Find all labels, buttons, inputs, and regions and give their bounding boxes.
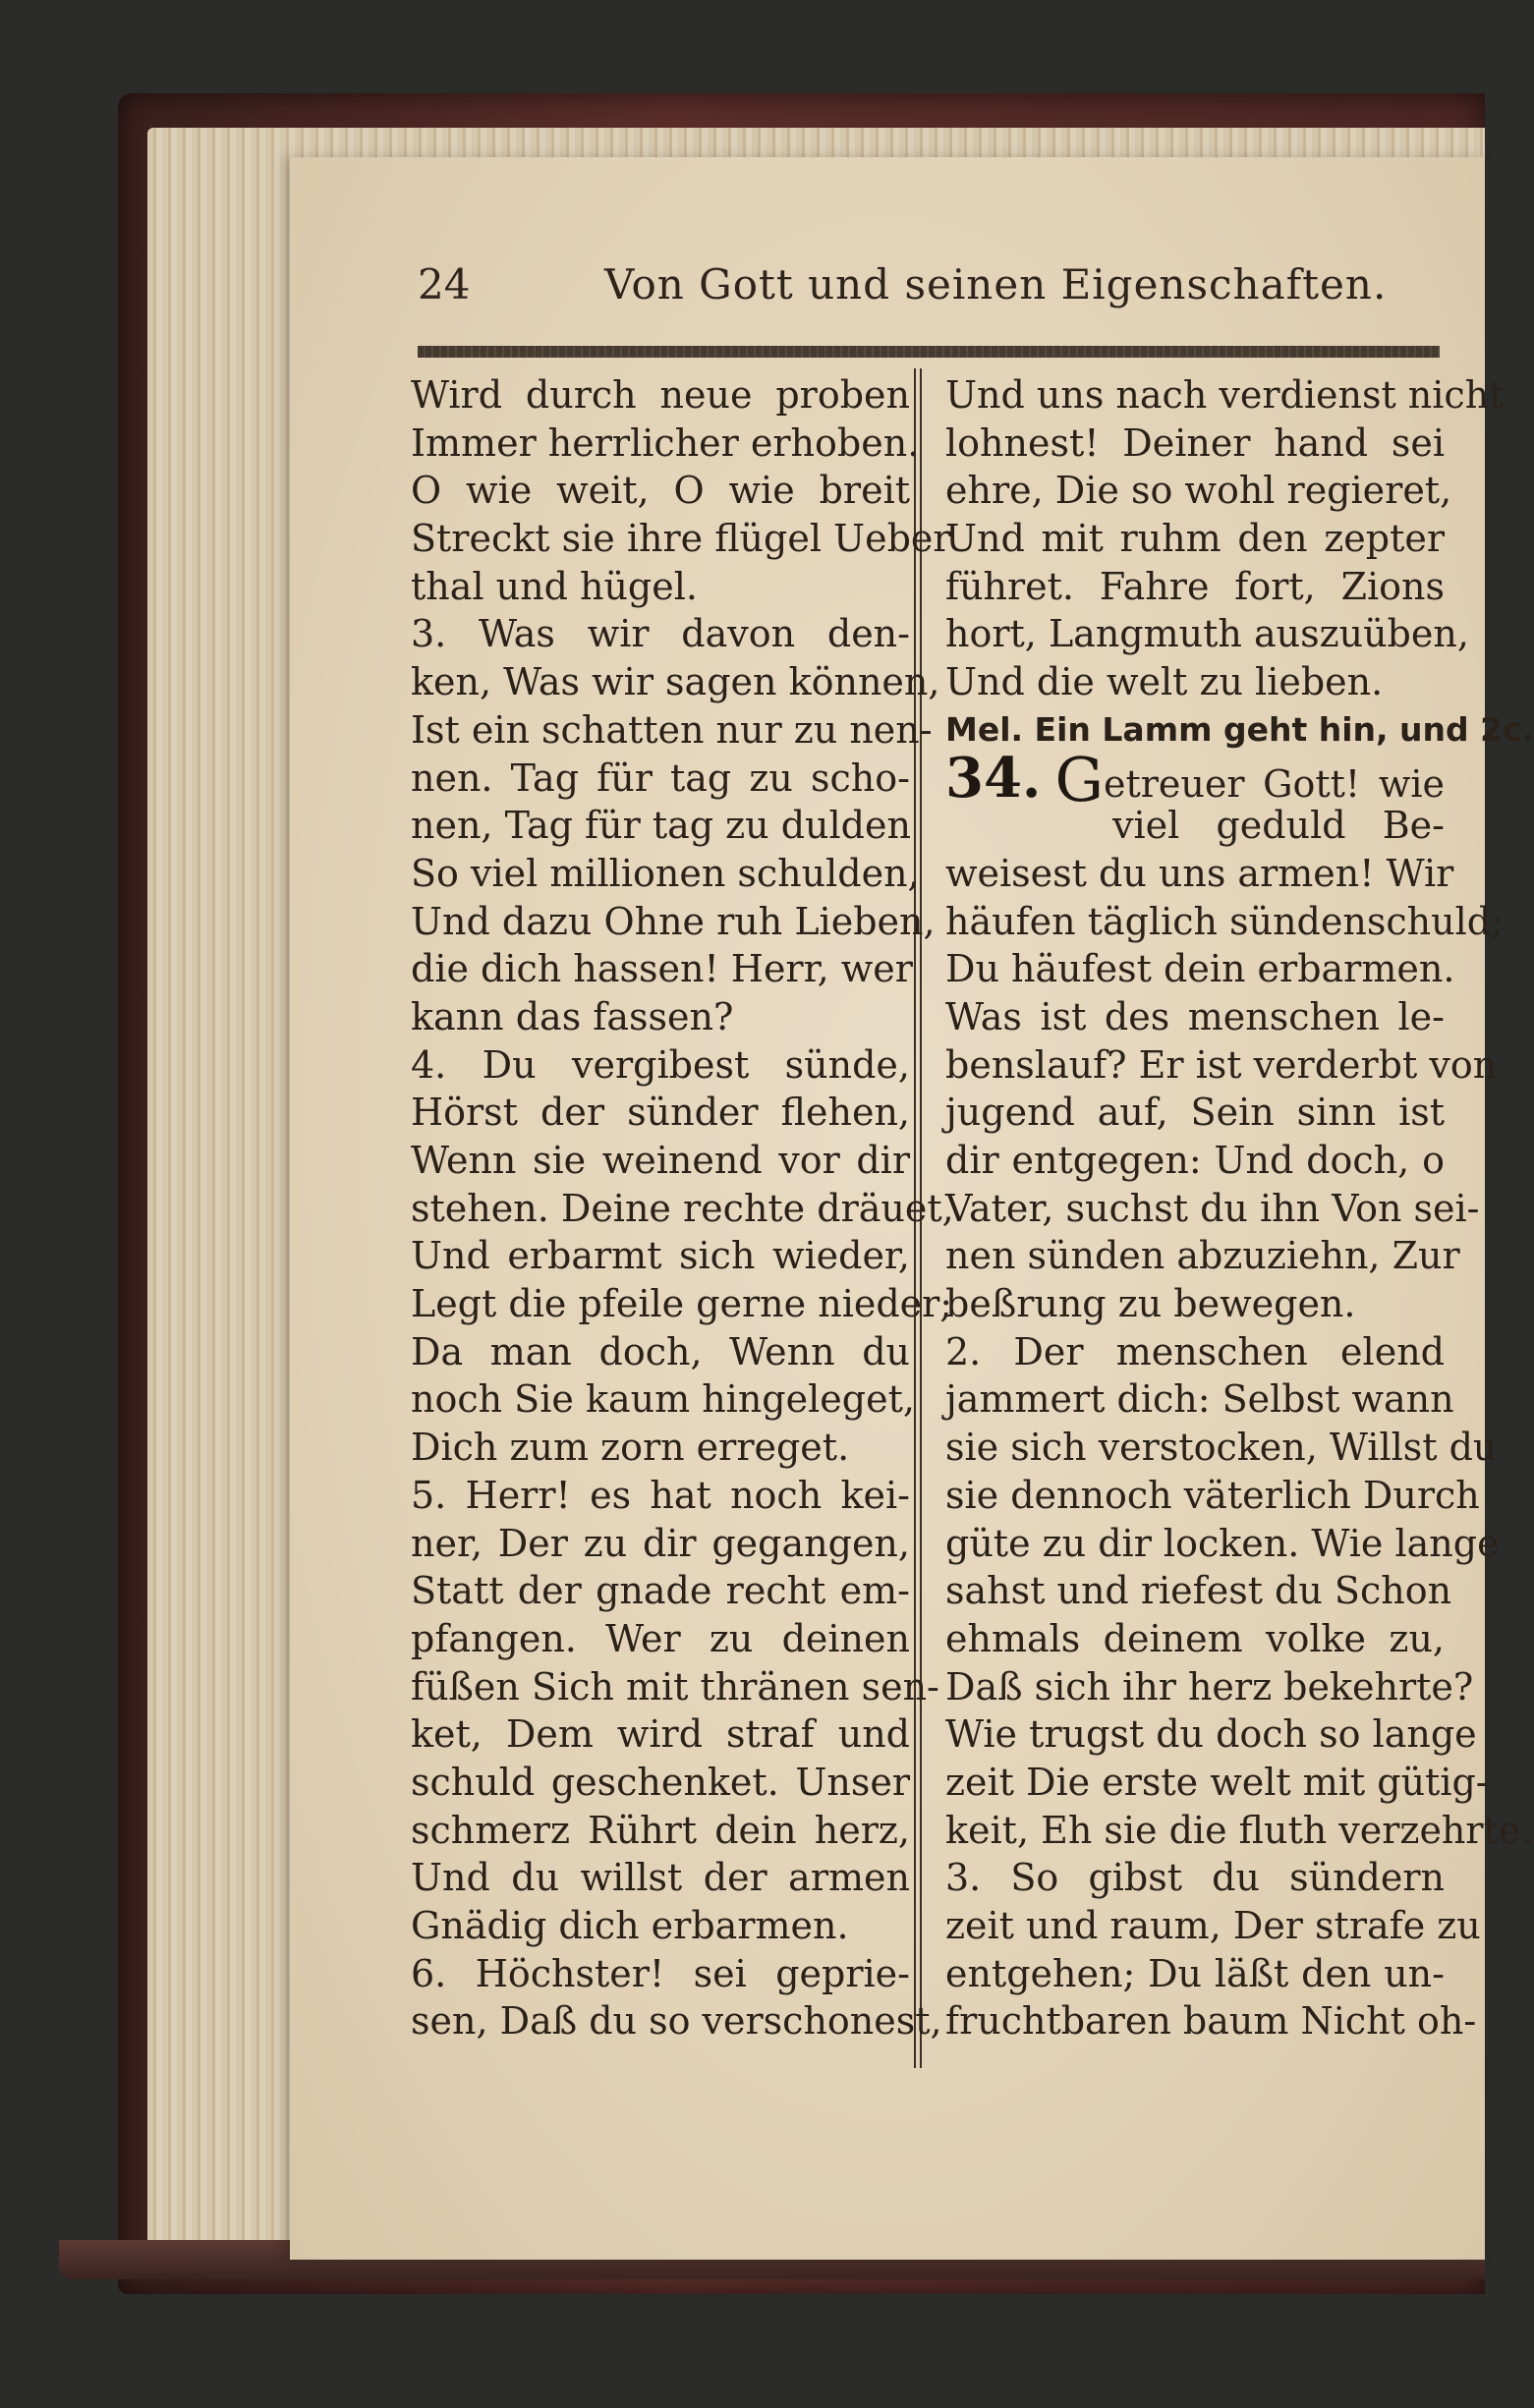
text-line: entgehen; Du läßt den un- [945,1951,1445,1995]
text-line: Immer herrlicher erhoben. [411,420,920,465]
text-line: Und du willst der armen [411,1856,910,1900]
text-line: Und uns nach verdienst nicht [945,373,1505,417]
text-line: ner, Der zu dir gegangen, [411,1521,910,1565]
text-line: Ist ein schatten nur zu nen- [411,707,933,752]
text-line: die dich hassen! Herr, wer [411,947,913,991]
text-line: 3. Was wir davon den- [411,612,910,656]
text-line: 3. So gibst du sündern [945,1856,1445,1900]
text-line: fruchtbaren baum Nicht oh- [945,1999,1477,2044]
text-line: ket, Dem wird straf und [411,1712,910,1757]
text-line: Legt die pfeile gerne nieder; [411,1282,953,1326]
text-line: O wie weit, O wie breit [411,469,910,513]
hymn-number: 34. [945,745,1042,811]
text-line: füßen Sich mit thränen sen- [411,1664,939,1708]
text-line: kann das fassen? [411,994,734,1038]
text-line: ehmals deinem volke zu, [945,1616,1445,1660]
text-line: Und mit ruhm den zepter [945,517,1445,561]
melody-line: Mel. Ein Lamm geht hin, und 2c. [945,709,1534,749]
text-line: Streckt sie ihre flügel Ueber [411,517,951,561]
text-line: stehen. Deine rechte dräuet, [411,1186,954,1230]
text-line: Statt der gnade recht em- [411,1569,910,1613]
text-line: zeit und raum, Der strafe zu [945,1904,1481,1947]
text-line: nen sünden abzuziehn, Zur [945,1234,1460,1278]
running-title: Von Gott und seinen Eigenschaften. [604,260,1388,308]
text-line: Und dazu Ohne ruh Lieben, [411,899,936,943]
text-line: Gnädig dich erbarmen. [411,1904,849,1947]
text-line: zeit Die erste welt mit gütig- [945,1760,1489,1804]
text-line: beßrung zu bewegen. [945,1282,1356,1326]
text-line: hort, Langmuth auszuüben, [945,612,1469,656]
text-line: schuld geschenket. Unser [411,1760,910,1804]
text-line: Hörst der sünder flehen, [411,1091,910,1135]
right-column-top [945,371,1505,706]
text-line: sie dennoch väterlich Durch [945,1473,1480,1517]
hymn-second-line: viel geduld Be- [1112,804,1445,848]
text-line: 2. Der menschen elend [945,1329,1445,1373]
text-line: Wenn sie weinend vor dir [411,1139,910,1182]
header-rule [418,346,1440,358]
text-line: Vater, suchst du ihn Von sei- [945,1186,1480,1230]
text-line: Daß sich ihr herz bekehrte? [945,1664,1474,1708]
text-line: So viel millionen schulden, [411,851,920,895]
right-column [945,371,1534,2045]
text-line: jugend auf, Sein sinn ist [945,1091,1445,1135]
text-line: sen, Daß du so verschonest, [411,1999,942,2044]
hymn-first-line [945,743,1445,815]
text-line: sahst und riefest du Schon [945,1569,1452,1613]
text-line: 6. Höchster! sei geprie- [411,1951,910,1995]
text-line: schmerz Rührt dein herz, [411,1808,910,1852]
text-line: lohnest! Deiner hand sei [945,420,1445,465]
text-line: keit, Eh sie die fluth verzehrte. [945,1808,1533,1852]
text-line: pfangen. Wer zu deinen [411,1616,910,1660]
text-line: thal und hügel. [411,564,698,608]
text-line: dir entgegen: Und doch, o [945,1139,1445,1182]
text-line: 5. Herr! es hat noch kei- [411,1473,910,1517]
page-number: 24 [418,260,471,308]
text-line: Und die welt zu lieben. [945,660,1384,704]
text-line: sie sich verstocken, Willst du [945,1426,1498,1470]
text-line: häufen täglich sündenschuld; [945,899,1504,943]
text-line: güte zu dir locken. Wie lange [945,1521,1500,1565]
hymn-initial: G [1054,743,1104,815]
text-line: nen, Tag für tag zu dulden [411,804,911,848]
text-line: Du häufest dein erbarmen. [945,947,1455,991]
text-line: weisest du uns armen! Wir [945,851,1454,895]
text-line: ehre, Die so wohl regieret, [945,469,1452,513]
text-line: Und erbarmt sich wieder, [411,1234,910,1278]
text-line: Was ist des menschen le- [945,994,1445,1038]
text-line: Dich zum zorn erreget. [411,1426,850,1470]
text-line: benslauf? Er ist verderbt von [945,1042,1498,1087]
text-line: ken, Was wir sagen können, [411,660,940,704]
text-line: nen. Tag für tag zu scho- [411,756,910,800]
text-line: 4. Du vergibest sünde, [411,1042,910,1087]
text-line: Da man doch, Wenn du [411,1329,910,1373]
left-column [411,371,954,2045]
text-line: noch Sie kaum hingeleget, [411,1377,915,1422]
text-line: Wie trugst du doch so lange [945,1712,1477,1757]
text-line: jammert dich: Selbst wann [945,1377,1454,1422]
right-column-body [945,850,1533,2045]
text-line: führet. Fahre fort, Zions [945,564,1445,608]
text-line: Wird durch neue proben [411,373,910,417]
hymn-first-line-text: etreuer Gott! wie [1103,761,1445,806]
